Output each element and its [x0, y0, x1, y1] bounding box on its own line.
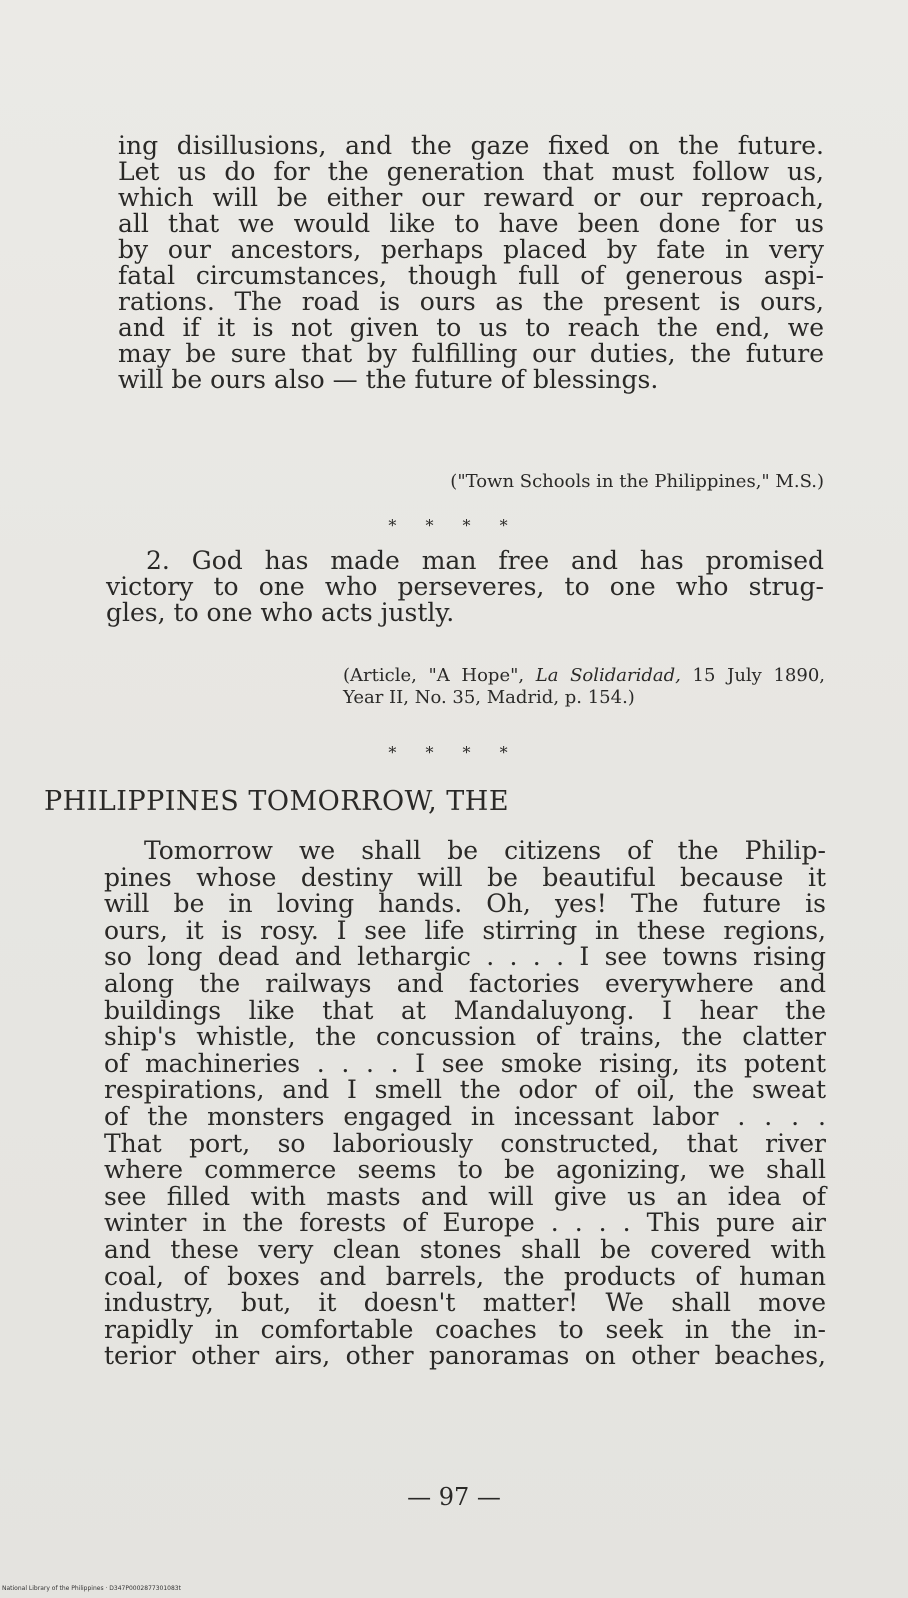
- text-line: which will be either our reward or our reproach,: [118, 183, 824, 212]
- text-line: gles, to one who acts justly.: [106, 598, 455, 627]
- text-line: will be ours also — the future of blessings.: [118, 365, 659, 394]
- text-line: rations. The road is ours as the present is ours,: [118, 287, 824, 316]
- text-line: pines whose destiny will be beautiful because it: [104, 862, 826, 892]
- section-separator: * * * *: [388, 516, 520, 535]
- text-line: coal, of boxes and barrels, the products of human: [104, 1261, 826, 1291]
- paragraph-continuation: [118, 133, 824, 393]
- text-line: so long dead and lethargic . . . . I see towns rising: [104, 942, 826, 972]
- page-number: — 97 —: [407, 1483, 501, 1511]
- text-line: where commerce seems to be agonizing, we shall: [104, 1155, 826, 1185]
- text-line: ship's whistle, the concussion of trains, the clatter: [104, 1022, 826, 1052]
- text-line: winter in the forests of Europe . . . . This pure air: [104, 1208, 826, 1238]
- text-line: fatal circumstances, though full of generous aspi-: [118, 261, 824, 290]
- text-line: of the monsters engaged in incessant labor . . . .: [104, 1101, 826, 1131]
- text-line: rapidly in comfortable coaches to seek in the in-: [104, 1314, 826, 1344]
- text-line: Tomorrow we shall be citizens of the Philip-: [144, 836, 826, 865]
- entry-paragraph: [104, 838, 826, 1370]
- text-line: by our ancestors, perhaps placed by fate in very: [118, 235, 824, 264]
- citation-prefix: (Article, "A Hope",: [343, 665, 536, 686]
- citation-suffix: 15 July 1890, Year II, No. 35, Madrid, p. 154.): [343, 665, 826, 708]
- text-line: respirations, and I smell the odor of oil, the sweat: [104, 1075, 826, 1105]
- citation-town-schools: ("Town Schools in the Philippines," M.S.): [450, 471, 824, 492]
- text-line: 2. God has made man free and has promised: [146, 546, 824, 575]
- entry-heading: PHILIPPINES TOMORROW, THE: [44, 786, 510, 817]
- text-line: and these very clean stones shall be covered with: [104, 1234, 826, 1264]
- numbered-paragraph: [106, 548, 824, 626]
- text-line: may be sure that by fulfilling our duties, the future: [118, 339, 824, 368]
- text-line: along the railways and factories everywhere and: [104, 968, 826, 998]
- text-line: terior other airs, other panoramas on other beaches,: [104, 1341, 826, 1371]
- citation-publication: La Solidaridad,: [535, 665, 681, 686]
- scan-footer-note: National Library of the Philippines · D347P0002877301083t: [2, 1585, 181, 1592]
- text-line: all that we would like to have been done for us: [118, 209, 824, 238]
- text-line: victory to one who perseveres, to one who strug-: [106, 572, 824, 601]
- text-line: and if it is not given to us to reach the end, we: [118, 313, 824, 342]
- text-line: That port, so laboriously constructed, that river: [104, 1128, 826, 1158]
- text-line: industry, but, it doesn't matter! We shall move: [104, 1288, 826, 1318]
- text-line: ours, it is rosy. I see life stirring in these regions,: [104, 915, 826, 945]
- text-line: buildings like that at Mandaluyong. I hear the: [104, 995, 826, 1025]
- text-line: Let us do for the generation that must follow us,: [118, 157, 824, 186]
- text-line: ing disillusions, and the gaze fixed on the future.: [118, 131, 824, 160]
- text-line: will be in loving hands. Oh, yes! The future is: [104, 889, 826, 919]
- section-separator: * * * *: [388, 743, 520, 762]
- text-line: of machineries . . . . I see smoke rising, its potent: [104, 1048, 826, 1078]
- citation-a-hope: [343, 665, 825, 709]
- text-line: see filled with masts and will give us an idea of: [104, 1181, 826, 1211]
